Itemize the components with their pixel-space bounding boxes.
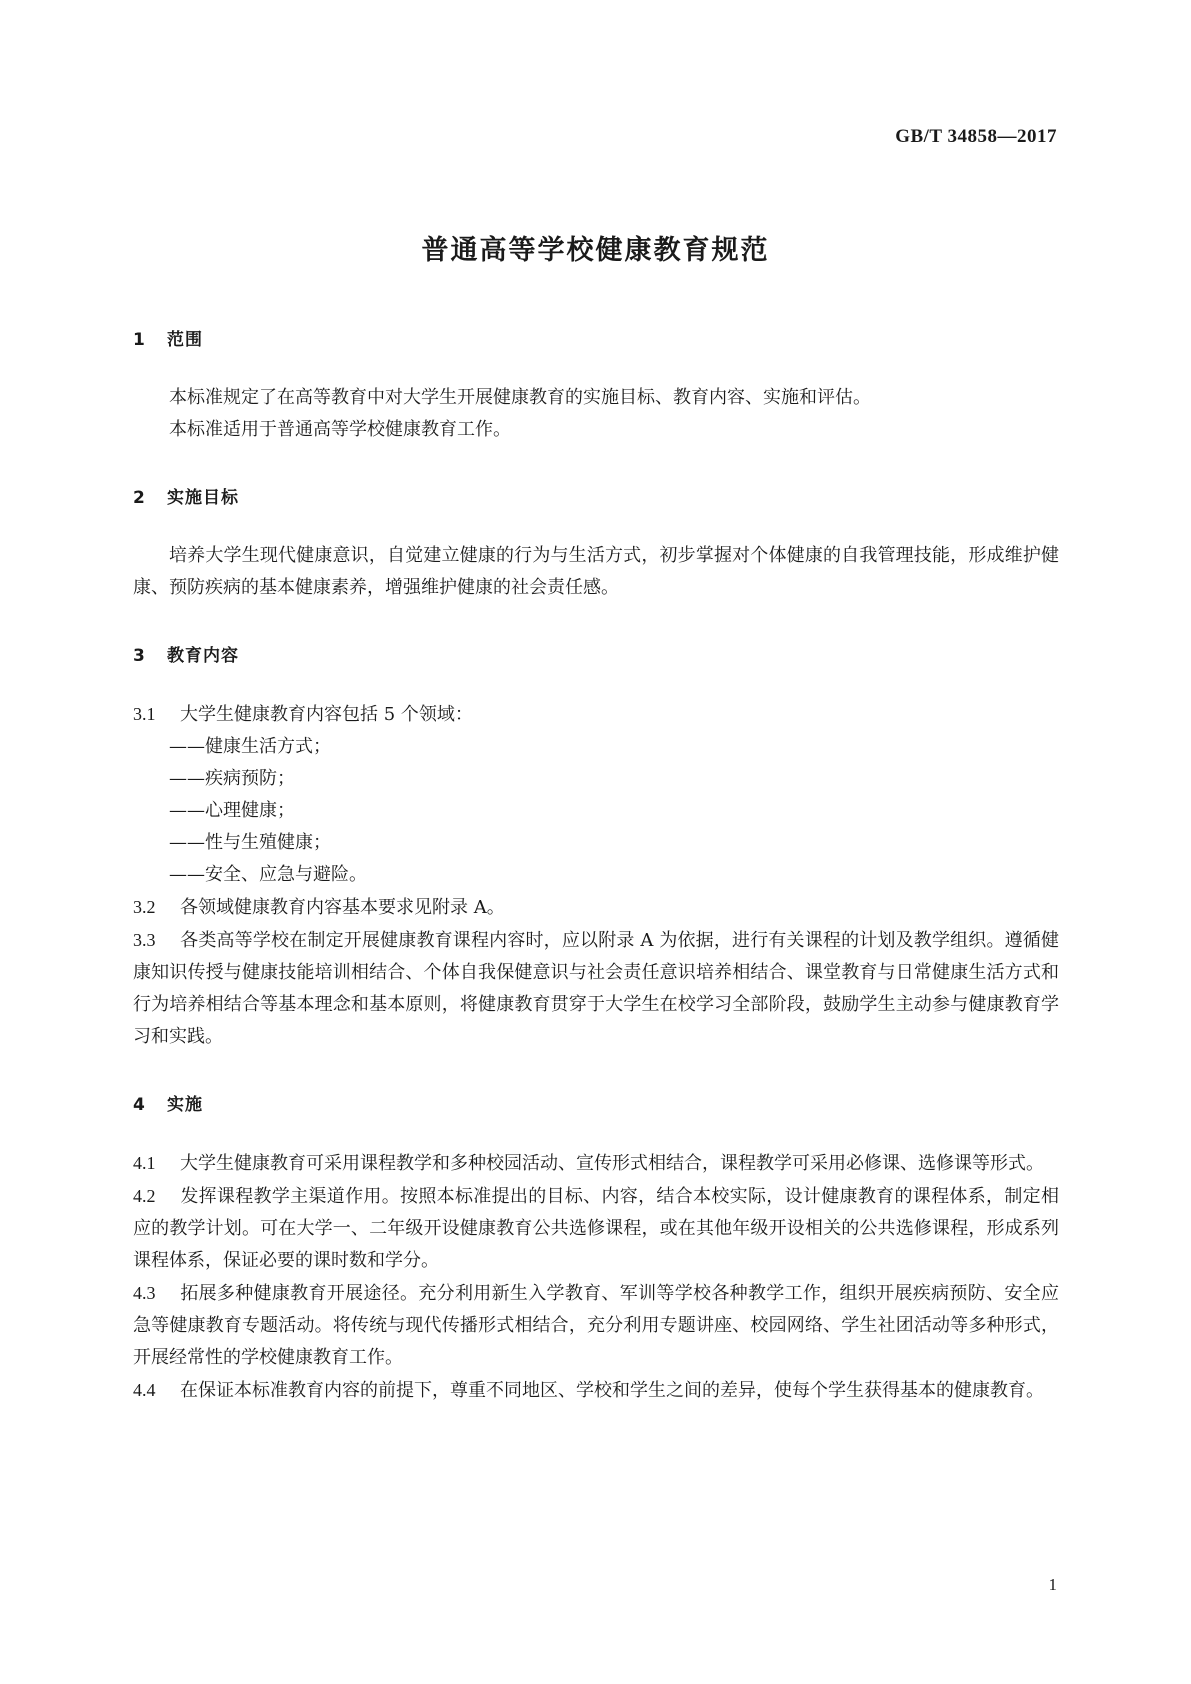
section-3-heading <box>133 642 1059 670</box>
list-item: ——疾病预防； <box>169 768 295 789</box>
clause-number: 3.2 <box>133 897 156 917</box>
list-item: ——性与生殖健康； <box>169 832 331 853</box>
list-item: ——安全、应急与避险。 <box>169 864 367 885</box>
clause-3-3 <box>133 924 1059 1053</box>
clause-text: 拓展多种健康教育开展途径。充分利用新生入学教育、军训等学校各种教学工作，组织开展疾病预防、安全应急等健康教育专题活动。将传统与现代传播形式相结合，充分利用专题讲座、校园网络、学生社团活动等多种形式，开展经常性的学校健康教育工作。 <box>133 1283 1059 1368</box>
clause-text: 在保证本标准教育内容的前提下，尊重不同地区、学校和学生之间的差异，使每个学生获得基本的健康教育。 <box>180 1380 1044 1401</box>
clause-text: 发挥课程教学主渠道作用。按照本标准提出的目标、内容，结合本校实际，设计健康教育的课程体系，制定相应的教学计划。可在大学一、二年级开设健康教育公共选修课程，或在其他年级开设相关的公共选修课程，形成系列课程体系，保证必要的课时数和学分。 <box>133 1186 1059 1271</box>
clause-number: 4.4 <box>133 1380 156 1400</box>
clause-text: 大学生健康教育可采用课程教学和多种校园活动、宣传形式相结合，课程教学可采用必修课、选修课等形式。 <box>180 1153 1044 1174</box>
section-1-heading <box>133 326 1059 354</box>
section-title: 实施 <box>167 1095 203 1115</box>
clause-4-3 <box>133 1277 1059 1374</box>
clause-3-1 <box>133 698 1059 731</box>
section-2-heading <box>133 484 1059 512</box>
clause-text: 各类高等学校在制定开展健康教育课程内容时，应以附录 A 为依据，进行有关课程的计划及教学组织。遵循健康知识传授与健康技能培训相结合、个体自我保健意识与社会责任意识培养相结合、课堂教育与日常健康生活方式和行为培养相结合等基本理念和基本原则，将健康教育贯穿于大学生在校学习全部阶段，鼓励学生主动参与健康教育学习和实践。 <box>133 930 1059 1047</box>
document-body <box>133 326 1059 1407</box>
clause-text: 大学生健康教育内容包括 5 个领域： <box>180 704 473 725</box>
clause-number: 4.1 <box>133 1153 156 1173</box>
paragraph: 本标准适用于普通高等学校健康教育工作。 <box>169 419 511 440</box>
list-item: ——心理健康； <box>169 800 295 821</box>
page-number: 1 <box>1048 1575 1057 1594</box>
section-number: 1 <box>133 330 146 350</box>
clause-text: 各领域健康教育内容基本要求见附录 A。 <box>180 897 505 918</box>
clause-4-4 <box>133 1374 1059 1407</box>
clause-number: 4.2 <box>133 1186 156 1206</box>
section-title: 教育内容 <box>167 646 239 666</box>
clause-4-2 <box>133 1180 1059 1277</box>
section-title: 范围 <box>167 330 203 350</box>
clause-4-1 <box>133 1147 1059 1180</box>
standard-code: GB/T 34858—2017 <box>895 126 1057 147</box>
clause-number: 3.1 <box>133 704 156 724</box>
list-item: ——健康生活方式； <box>169 736 331 757</box>
clause-number: 3.3 <box>133 930 156 950</box>
section-4-heading <box>133 1091 1059 1119</box>
section-number: 4 <box>133 1095 146 1115</box>
section-title: 实施目标 <box>167 488 239 508</box>
clause-number: 4.3 <box>133 1283 156 1303</box>
section-number: 2 <box>133 488 146 508</box>
document-title: 普通高等学校健康教育规范 <box>421 235 770 266</box>
paragraph: 培养大学生现代健康意识，自觉建立健康的行为与生活方式，初步掌握对个体健康的自我管理技能，形成维护健康、预防疾病的基本健康素养，增强维护健康的社会责任感。 <box>133 545 1059 598</box>
section-number: 3 <box>133 646 146 666</box>
paragraph: 本标准规定了在高等教育中对大学生开展健康教育的实施目标、教育内容、实施和评估。 <box>169 387 871 408</box>
clause-3-2 <box>133 891 1059 924</box>
